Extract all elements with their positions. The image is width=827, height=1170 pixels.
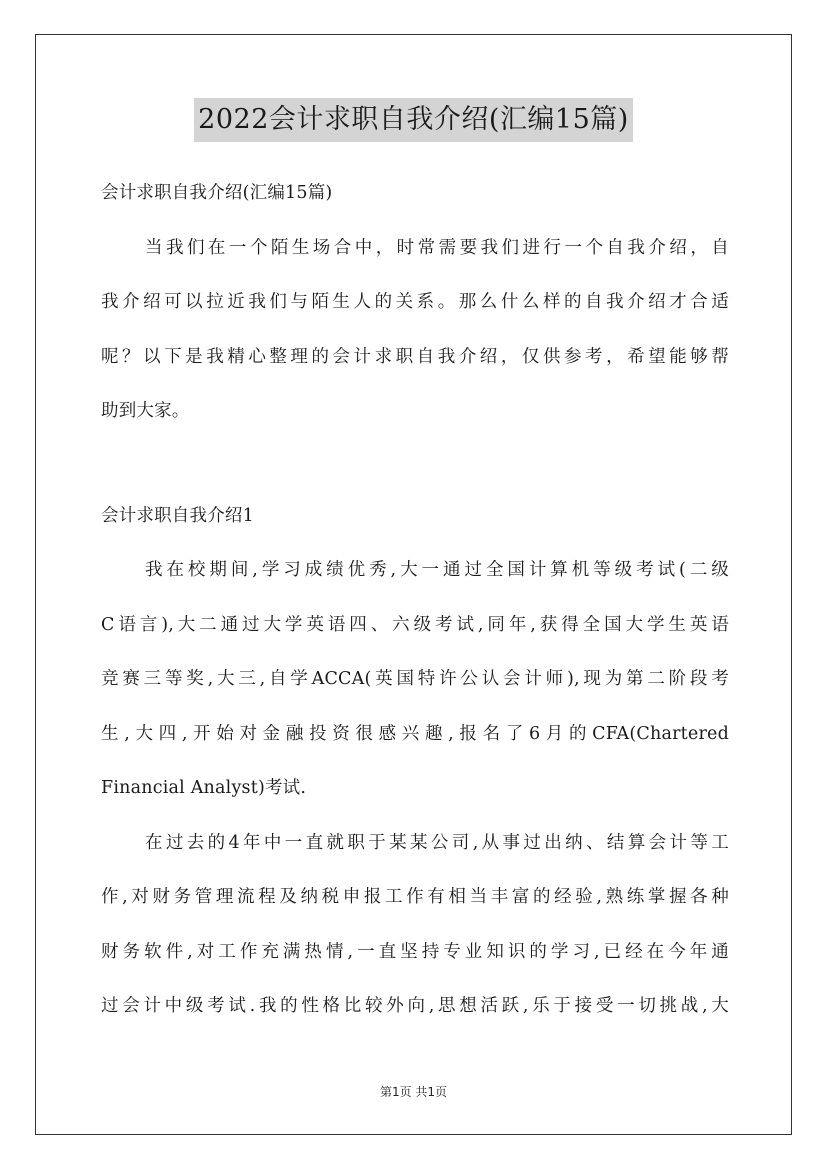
paragraph-line: 作,对财务管理流程及纳税申报工作有相当丰富的经验,熟练掌握各种 xyxy=(101,887,729,907)
intro-line: 呢？以下是我精心整理的会计求职自我介绍，仅供参考，希望能够帮 xyxy=(101,346,729,367)
document-title: 2022会计求职自我介绍(汇编15篇) xyxy=(194,98,633,142)
document-subtitle: 会计求职自我介绍(汇编15篇) xyxy=(101,183,333,203)
paragraph-line: 竞赛三等奖,大三,自学ACCA(英国特许公认会计师),现为第二阶段考 xyxy=(101,669,729,689)
section-heading: 会计求职自我介绍1 xyxy=(101,505,254,526)
intro-line: 助到大家。 xyxy=(101,401,190,421)
intro-line: 当我们在一个陌生场合中，时常需要我们进行一个自我介绍，自 xyxy=(145,237,729,258)
section-spacer xyxy=(101,451,729,501)
paragraph-line: 财务软件,对工作充满热情,一直坚持专业知识的学习,已经在今年通 xyxy=(101,941,729,962)
document-body xyxy=(101,178,729,1046)
title-container xyxy=(0,98,827,142)
paragraph-line: 过会计中级考试.我的性格比较外向,思想活跃,乐于接受一切挑战,大 xyxy=(101,996,729,1016)
paragraph-line: 在过去的4年中一直就职于某某公司,从事过出纳、结算会计等工 xyxy=(145,832,729,853)
paragraph-line: 生,大四,开始对金融投资很感兴趣,报名了6月的CFA(Chartered xyxy=(101,723,729,744)
page-footer: 第1页 共1页 xyxy=(379,1085,448,1099)
paragraph-line: Financial Analyst)考试. xyxy=(101,778,307,798)
intro-line: 我介绍可以拉近我们与陌生人的关系。那么什么样的自我介绍才合适 xyxy=(101,292,729,312)
paragraph-line: 我在校期间,学习成绩优秀,大一通过全国计算机等级考试(二级 xyxy=(145,560,729,580)
paragraph-line: C语言),大二通过大学英语四、六级考试,同年,获得全国大学生英语 xyxy=(101,614,729,635)
